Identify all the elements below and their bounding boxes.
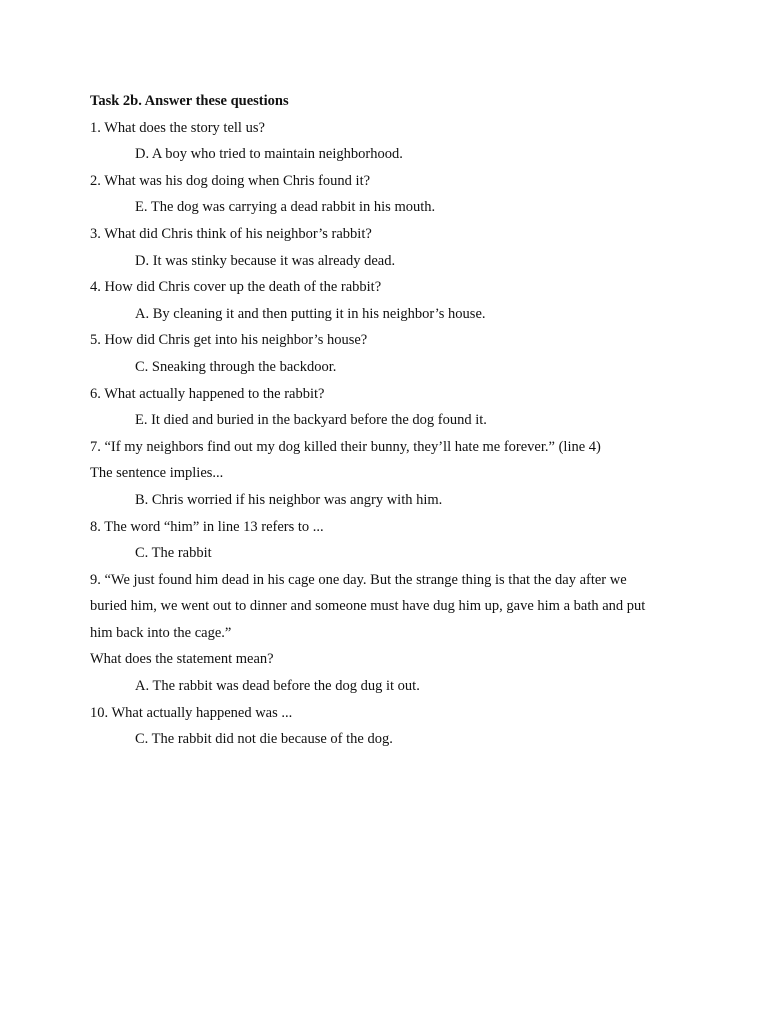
question-text: 4. How did Chris cover up the death of the rabbit? [90,279,382,296]
question-text: him back into the cage.” [90,624,232,641]
question-text: 2. What was his dog doing when Chris found it? [90,172,371,189]
answer-text: C. The rabbit did not die because of the dog. [135,731,393,748]
answer-text: B. Chris worried if his neighbor was angry with him. [135,491,443,508]
answer-text: A. The rabbit was dead before the dog dug it out. [135,678,420,695]
question-text: 5. How did Chris get into his neighbor’s house? [90,332,368,349]
question-item [90,700,690,753]
question-text: 9. “We just found him dead in his cage one day. But the strange thing is that the day after we [90,571,627,588]
question-item [90,327,690,380]
question-text: The sentence implies... [90,465,224,482]
question-text: What does the statement mean? [90,651,274,668]
question-text: 6. What actually happened to the rabbit? [90,385,325,402]
answer-text: C. Sneaking through the backdoor. [135,358,337,375]
answer-text: D. It was stinky because it was already dead. [135,252,396,269]
answer-text: E. It died and buried in the backyard before the dog found it. [135,412,487,429]
question-text: 3. What did Chris think of his neighbor’s rabbit? [90,225,372,242]
question-item [90,514,690,567]
question-item [90,221,690,274]
answer-text: C. The rabbit [135,545,212,562]
question-item [90,115,690,168]
answer-text: A. By cleaning it and then putting it in his neighbor’s house. [135,305,486,322]
question-text: 7. “If my neighbors find out my dog killed their bunny, they’ll hate me forever.” (line 4) [90,438,601,455]
answer-text: E. The dog was carrying a dead rabbit in his mouth. [135,199,436,216]
question-item [90,381,690,434]
question-item [90,168,690,221]
question-item [90,274,690,327]
question-text: 1. What does the story tell us? [90,119,265,136]
task-title: Task 2b. Answer these questions [90,93,289,109]
question-text: 10. What actually happened was ... [90,704,293,721]
worksheet [90,88,690,753]
question-item [90,567,690,700]
question-text: 8. The word “him” in line 13 refers to ... [90,518,324,535]
question-text: buried him, we went out to dinner and someone must have dug him up, gave him a bath and put [90,598,646,615]
answer-text: D. A boy who tried to maintain neighborhood. [135,146,403,163]
question-item [90,434,690,514]
